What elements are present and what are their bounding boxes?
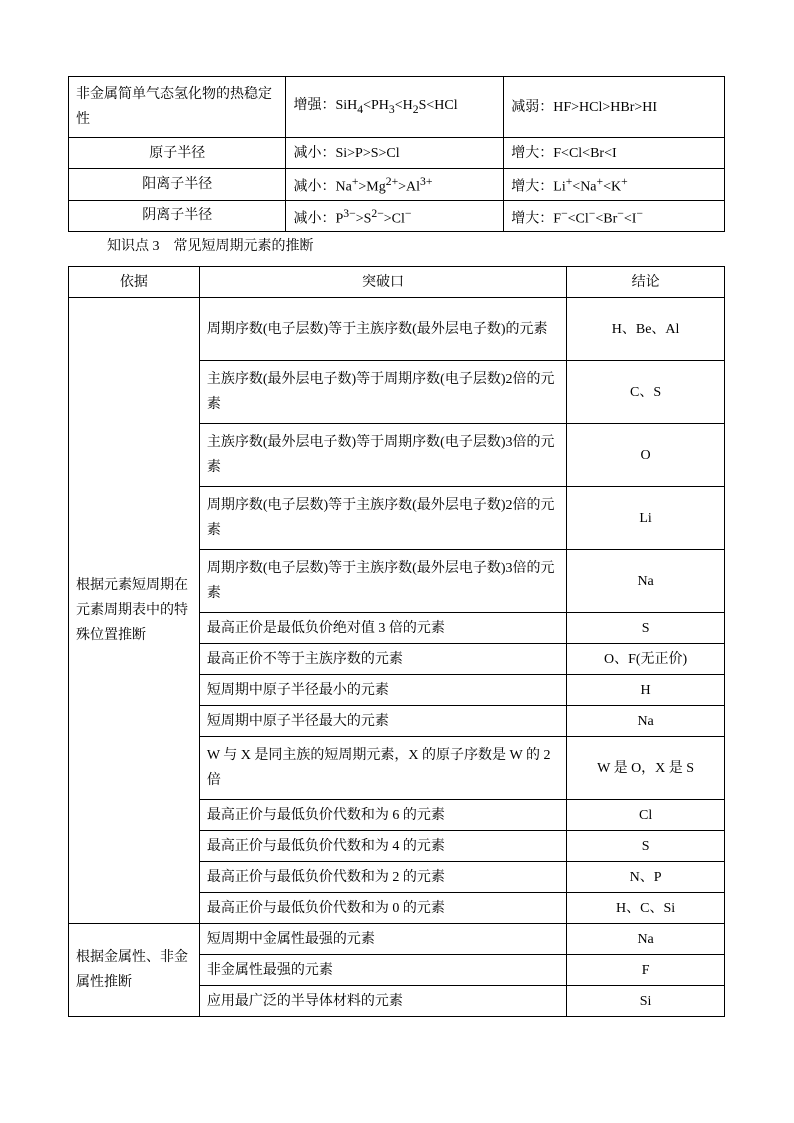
trend-prefix: 增大： [511, 179, 554, 195]
table-row [69, 138, 725, 169]
result-cell: Na [567, 924, 725, 955]
row-label: 原子半径 [69, 138, 286, 169]
table-row [69, 924, 725, 955]
trend-cell [504, 77, 725, 138]
result-cell: S [567, 831, 725, 862]
result-cell: H、C、Si [567, 893, 725, 924]
comparison-table [68, 76, 725, 232]
trend-cell: 增大：F−<Cl−<Br−<I− [504, 200, 725, 232]
clue-cell: 周期序数(电子层数)等于主族序数(最外层电子数)3倍的元素 [199, 550, 566, 613]
trend-prefix: 减弱： [511, 99, 554, 115]
clue-cell: 最高正价与最低负价代数和为 2 的元素 [199, 862, 566, 893]
clue-cell: 最高正价不等于主族序数的元素 [199, 644, 566, 675]
result-cell: N、P [567, 862, 725, 893]
row-label: 非金属简单气态氢化物的热稳定性 [69, 77, 286, 138]
inference-table [68, 266, 725, 1017]
section-heading: 知识点 3 常见短周期元素的推断 [107, 239, 314, 254]
group-label: 根据金属性、非金属性推断 [69, 924, 200, 1017]
clue-cell: 短周期中原子半径最大的元素 [199, 706, 566, 737]
result-cell: C、S [567, 361, 725, 424]
result-cell: O、F(无正价) [567, 644, 725, 675]
clue-cell: 周期序数(电子层数)等于主族序数(最外层电子数)的元素 [199, 298, 566, 361]
trend-cell: 减小：$Na^+>Mg^{2+}>Al^{3+}$ [286, 169, 504, 201]
clue-cell: 最高正价与最低负价代数和为 4 的元素 [199, 831, 566, 862]
result-cell: F [567, 955, 725, 986]
trend-prefix: 增强： [293, 97, 336, 113]
clue-cell: 短周期中金属性最强的元素 [199, 924, 566, 955]
result-cell: H、Be、Al [567, 298, 725, 361]
trend-cell: 增大：F<Cl<Br<I [504, 138, 725, 169]
column-header: 依据 [69, 267, 200, 298]
trend-cell: 增强：$SiH_4<PH_3<H_2S<HCl$ [286, 77, 504, 138]
result-cell: O [567, 424, 725, 487]
clue-cell: 应用最广泛的半导体材料的元素 [199, 986, 566, 1017]
result-cell: Na [567, 706, 725, 737]
clue-cell: 最高正价与最低负价代数和为 0 的元素 [199, 893, 566, 924]
result-cell: W 是 O，X 是 S [567, 737, 725, 800]
row-label: 阳离子半径 [69, 169, 286, 201]
clue-cell: 主族序数(最外层电子数)等于周期序数(电子层数)3倍的元素 [199, 424, 566, 487]
header-row [69, 267, 725, 298]
trend-prefix: 减小： [293, 179, 336, 195]
column-header: 结论 [567, 267, 725, 298]
clue-cell: 最高正价是最低负价绝对值 3 倍的元素 [199, 613, 566, 644]
clue-cell: 周期序数(电子层数)等于主族序数(最外层电子数)2倍的元素 [199, 487, 566, 550]
trend-cell: 减小：$P^{3-}>S^{2-}>Cl^-$ [286, 200, 504, 232]
trend-prefix: 减小： [293, 211, 336, 227]
result-cell: Na [567, 550, 725, 613]
table-row [69, 77, 725, 138]
table-row [69, 169, 725, 201]
trend-cell: 减小：Si>P>S>Cl [286, 138, 504, 169]
result-cell: Cl [567, 800, 725, 831]
trend-text: HF>HCl>HBr>HI [553, 99, 658, 115]
trend-cell: 增大：Li+<Na+<K+ [504, 169, 725, 201]
result-cell: H [567, 675, 725, 706]
result-cell: Li [567, 487, 725, 550]
result-cell: Si [567, 986, 725, 1017]
result-cell: S [567, 613, 725, 644]
group-label: 根据元素短周期在元素周期表中的特殊位置推断 [69, 298, 200, 924]
clue-cell: 短周期中原子半径最小的元素 [199, 675, 566, 706]
table-row [69, 200, 725, 232]
table-row [69, 298, 725, 361]
trend-prefix: 增大： [511, 211, 554, 227]
row-label: 阴离子半径 [69, 200, 286, 232]
column-header: 突破口 [199, 267, 566, 298]
clue-cell: 非金属性最强的元素 [199, 955, 566, 986]
clue-cell: W 与 X 是同主族的短周期元素，X 的原子序数是 W 的 2 倍 [199, 737, 566, 800]
clue-cell: 最高正价与最低负价代数和为 6 的元素 [199, 800, 566, 831]
clue-cell: 主族序数(最外层电子数)等于周期序数(电子层数)2倍的元素 [199, 361, 566, 424]
